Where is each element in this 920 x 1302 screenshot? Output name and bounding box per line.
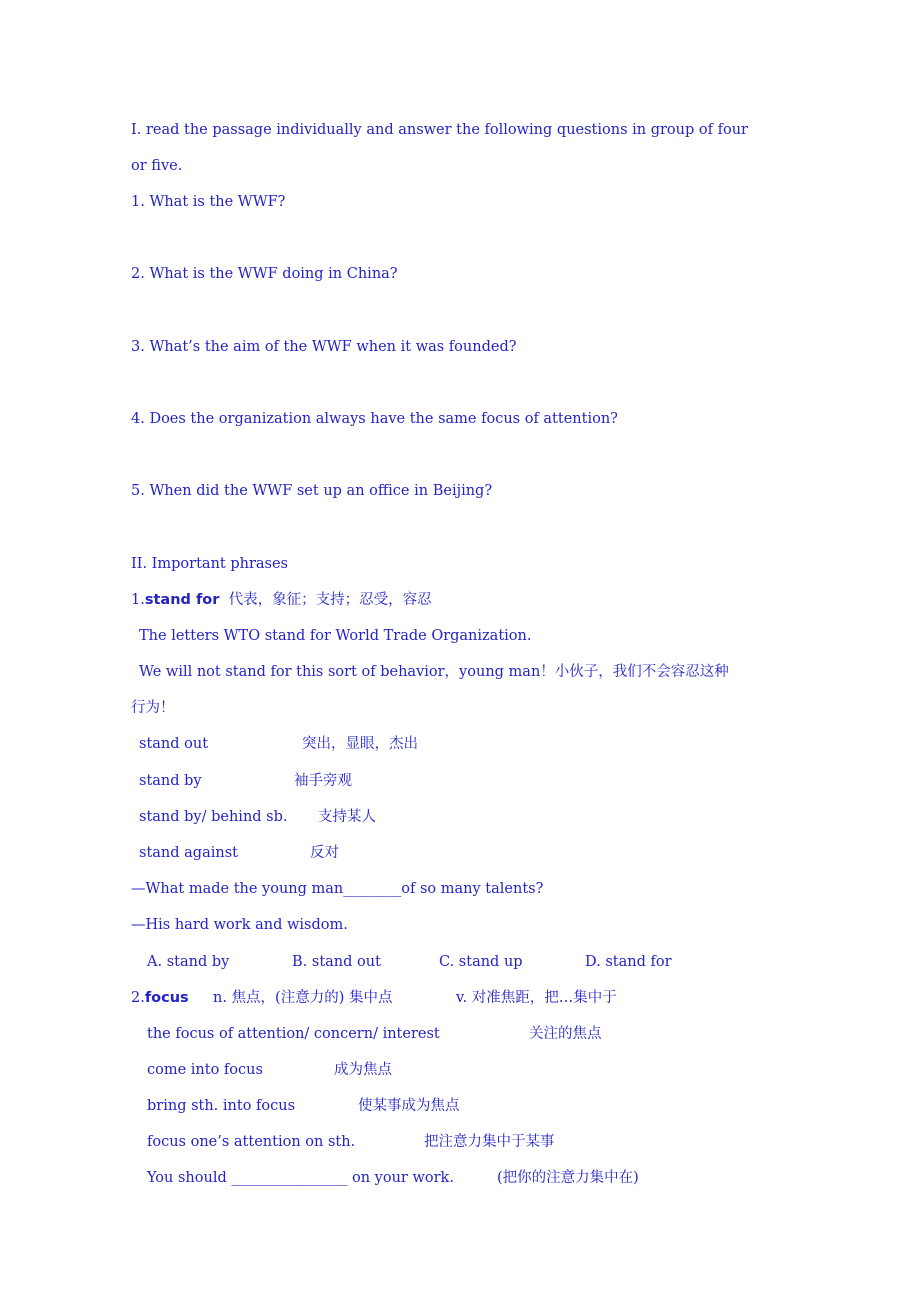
- related-phrase-zh: 突出，显眼，杰出: [302, 736, 418, 752]
- related-phrase-en: stand out: [139, 736, 209, 752]
- related-phrase-en: stand by: [139, 773, 202, 789]
- question-4: 4. Does the organization always have the same focus of attention?: [131, 411, 618, 427]
- phrase-1-example-2: We will not stand for this sort of behavior，young man！小伙子，我们不会容忍这种: [139, 664, 729, 680]
- answer-blank: ________________: [231, 1170, 348, 1186]
- exercise-suffix: on your work.: [347, 1170, 454, 1186]
- related-phrase-en: stand by/ behind sb.: [139, 809, 288, 825]
- option-a: A. stand by: [147, 954, 230, 970]
- related-phrase-en: bring sth. into focus: [147, 1098, 296, 1114]
- question-1: 1. What is the WWF?: [131, 194, 286, 210]
- question-3: 3. What’s the aim of the WWF when it was founded?: [131, 339, 517, 355]
- phrase-2-term: focus: [144, 990, 189, 1006]
- related-phrase-zh: 反对: [310, 845, 339, 861]
- exercise-hint: (把你的注意力集中在): [497, 1170, 639, 1186]
- phrase-1-example-2-cont: 行为！: [131, 700, 175, 716]
- exercise-prefix: You should: [147, 1170, 232, 1186]
- exercise-question: —What made the young man________of so many talents?: [131, 881, 544, 897]
- related-phrase-en: the focus of attention/ concern/ interest: [147, 1026, 440, 1042]
- option-b: B. stand out: [292, 954, 381, 970]
- related-phrase-zh: 把注意力集中于某事: [424, 1134, 555, 1150]
- phrase-2-meaning-noun: n. 焦点，(注意力的) 集中点: [213, 990, 393, 1006]
- phrase-2-number: 2.: [131, 990, 145, 1006]
- exercise-answer: —His hard work and wisdom.: [131, 917, 348, 933]
- related-phrase-zh: 袖手旁观: [294, 773, 352, 789]
- related-phrase-en: come into focus: [147, 1062, 263, 1078]
- related-phrase-en: focus one’s attention on sth.: [147, 1134, 356, 1150]
- section1-instruction: I. read the passage individually and answer the following questions in group of four: [131, 122, 748, 138]
- phrase-1-term: stand for: [144, 592, 220, 608]
- related-phrase-zh: 支持某人: [318, 809, 376, 825]
- section1-instruction-cont: or five.: [131, 158, 183, 174]
- phrase-1-number: 1.: [131, 592, 145, 608]
- phrase-2-header: [131, 988, 189, 1008]
- related-phrase-zh: 成为焦点: [334, 1062, 392, 1078]
- section2-heading: II. Important phrases: [131, 556, 289, 572]
- related-phrase-zh: 关注的焦点: [529, 1026, 602, 1042]
- phrase-1-example-1: The letters WTO stand for World Trade Organization.: [139, 628, 532, 644]
- question-2: 2. What is the WWF doing in China?: [131, 266, 398, 282]
- question-5: 5. When did the WWF set up an office in Beijing?: [131, 483, 493, 499]
- related-phrase-en: stand against: [139, 845, 238, 861]
- phrase-1-header: [131, 590, 432, 610]
- option-c: C. stand up: [439, 954, 523, 970]
- option-d: D. stand for: [585, 954, 672, 970]
- related-phrase-zh: 使某事成为焦点: [358, 1098, 460, 1114]
- fill-in-exercise: [147, 1168, 454, 1188]
- phrase-2-meaning-verb: v. 对准焦距，把…集中于: [456, 990, 617, 1006]
- phrase-1-meaning: 代表，象征；支持；忍受，容忍: [228, 592, 432, 608]
